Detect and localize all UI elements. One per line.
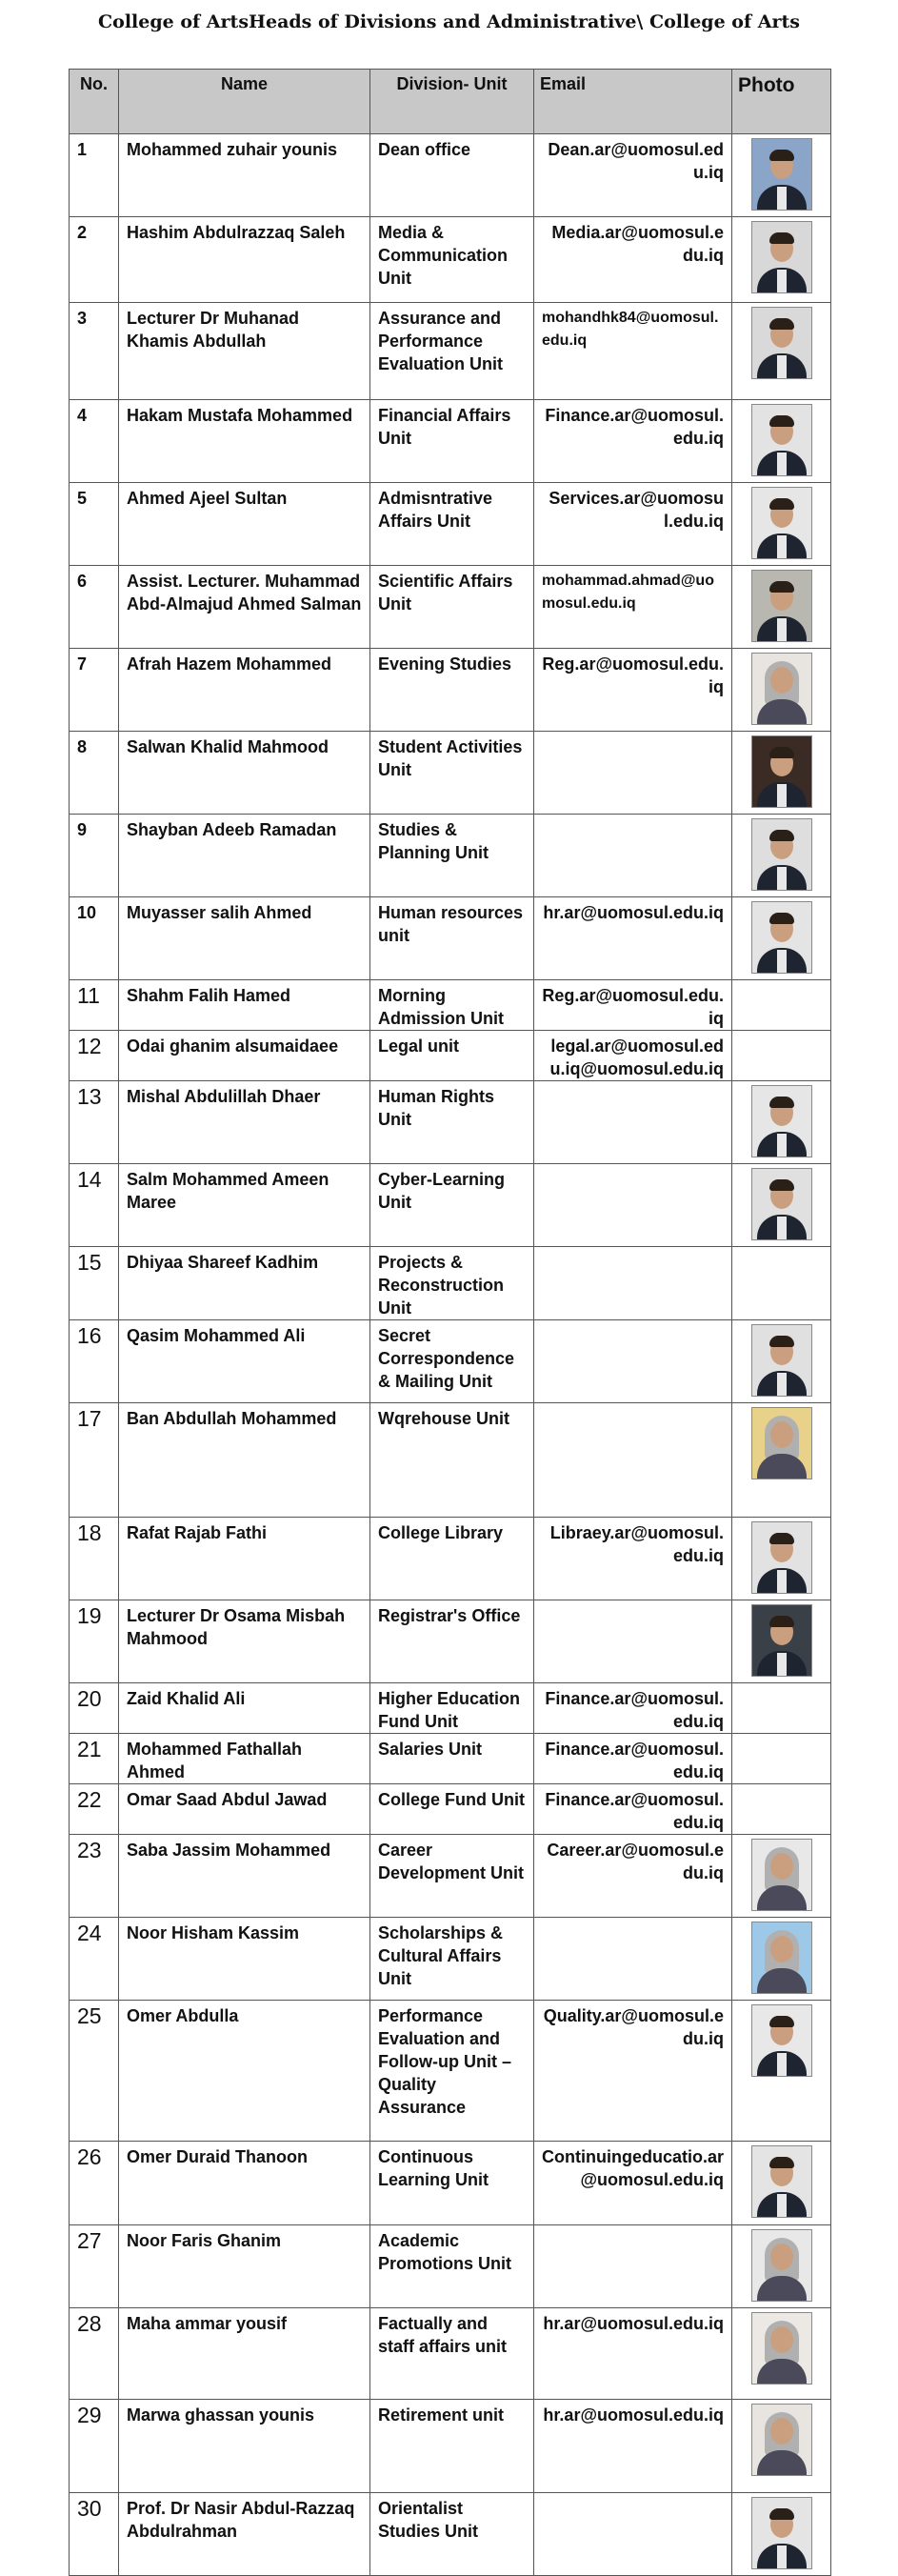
staff-name: Shahm Falih Hamed xyxy=(119,980,370,1031)
table-row xyxy=(70,649,831,732)
photo-cell xyxy=(732,2142,831,2225)
table-row xyxy=(70,2493,831,2576)
table-row xyxy=(70,1734,831,1784)
row-number: 15 xyxy=(70,1247,119,1320)
email-address: Reg.ar@uomosul.edu.iq xyxy=(534,649,732,732)
staff-name: Mohammed Fathallah Ahmed xyxy=(119,1734,370,1784)
row-number: 28 xyxy=(70,2308,119,2400)
row-number: 3 xyxy=(70,303,119,400)
portrait-photo xyxy=(751,818,812,891)
table-row xyxy=(70,1031,831,1081)
staff-name: Muyasser salih Ahmed xyxy=(119,897,370,980)
email-address xyxy=(534,815,732,897)
table-row xyxy=(70,217,831,303)
table-row xyxy=(70,815,831,897)
photo-cell xyxy=(732,649,831,732)
table-row xyxy=(70,134,831,217)
portrait-photo xyxy=(751,2404,812,2476)
portrait-photo xyxy=(751,1604,812,1677)
row-number: 26 xyxy=(70,2142,119,2225)
photo-cell xyxy=(732,1164,831,1247)
table-row xyxy=(70,2400,831,2493)
table-row xyxy=(70,1403,831,1518)
division-unit: Human Rights Unit xyxy=(370,1081,534,1164)
row-number: 27 xyxy=(70,2225,119,2308)
staff-name: Saba Jassim Mohammed xyxy=(119,1835,370,1918)
photo-cell xyxy=(732,980,831,1031)
division-unit: Financial Affairs Unit xyxy=(370,400,534,483)
email-address: Dean.ar@uomosul.edu.iq xyxy=(534,134,732,217)
division-unit: Performance Evaluation and Follow-up Unit – Quality Assurance xyxy=(370,2001,534,2142)
staff-name: Afrah Hazem Mohammed xyxy=(119,649,370,732)
row-number: 9 xyxy=(70,815,119,897)
email-address: Services.ar@uomosul.edu.iq xyxy=(534,483,732,566)
portrait-photo xyxy=(751,653,812,725)
table-row xyxy=(70,2225,831,2308)
table-row xyxy=(70,303,831,400)
table-row xyxy=(70,1918,831,2001)
portrait-photo xyxy=(751,404,812,476)
staff-name: Assist. Lecturer. Muhammad Abd-Almajud Ahmed Salman xyxy=(119,566,370,649)
table-row xyxy=(70,2001,831,2142)
email-address: hr.ar@uomosul.edu.iq xyxy=(534,2400,732,2493)
photo-cell xyxy=(732,483,831,566)
table-row xyxy=(70,1320,831,1403)
table-row xyxy=(70,1081,831,1164)
portrait-photo xyxy=(751,1839,812,1911)
staff-name: Salwan Khalid Mahmood xyxy=(119,732,370,815)
portrait-photo xyxy=(751,307,812,379)
row-number: 6 xyxy=(70,566,119,649)
row-number: 20 xyxy=(70,1683,119,1734)
portrait-photo xyxy=(751,221,812,293)
row-number: 10 xyxy=(70,897,119,980)
division-unit: Student Activities Unit xyxy=(370,732,534,815)
header-no: No. xyxy=(70,70,119,134)
staff-name: Odai ghanim alsumaidaee xyxy=(119,1031,370,1081)
photo-cell xyxy=(732,566,831,649)
row-number: 14 xyxy=(70,1164,119,1247)
portrait-photo xyxy=(751,2312,812,2385)
row-number: 13 xyxy=(70,1081,119,1164)
table-row xyxy=(70,2308,831,2400)
division-unit: Registrar's Office xyxy=(370,1600,534,1683)
staff-name: Hakam Mustafa Mohammed xyxy=(119,400,370,483)
division-unit: Secret Correspondence & Mailing Unit xyxy=(370,1320,534,1403)
staff-name: Mishal Abdulillah Dhaer xyxy=(119,1081,370,1164)
staff-name: Prof. Dr Nasir Abdul-Razzaq Abdulrahman xyxy=(119,2493,370,2576)
portrait-photo xyxy=(751,138,812,211)
table-row xyxy=(70,2142,831,2225)
row-number: 23 xyxy=(70,1835,119,1918)
header-email: Email xyxy=(534,70,732,134)
photo-cell xyxy=(732,2001,831,2142)
photo-cell xyxy=(732,1081,831,1164)
email-address: Career.ar@uomosul.edu.iq xyxy=(534,1835,732,1918)
portrait-photo xyxy=(751,1085,812,1157)
division-unit: Assurance and Performance Evaluation Unit xyxy=(370,303,534,400)
header-division: Division- Unit xyxy=(370,70,534,134)
division-unit: Orientalist Studies Unit xyxy=(370,2493,534,2576)
email-address xyxy=(534,1164,732,1247)
division-unit: Wqrehouse Unit xyxy=(370,1403,534,1518)
portrait-photo xyxy=(751,487,812,559)
division-unit: Higher Education Fund Unit xyxy=(370,1683,534,1734)
division-unit: Dean office xyxy=(370,134,534,217)
table-row xyxy=(70,1784,831,1835)
email-address xyxy=(534,1918,732,2001)
header-name: Name xyxy=(119,70,370,134)
portrait-photo xyxy=(751,1168,812,1240)
division-unit: Continuous Learning Unit xyxy=(370,2142,534,2225)
header-photo: Photo xyxy=(732,70,831,134)
division-unit: Admisntrative Affairs Unit xyxy=(370,483,534,566)
email-address: Finance.ar@uomosul.edu.iq xyxy=(534,1784,732,1835)
photo-cell xyxy=(732,2400,831,2493)
email-address: hr.ar@uomosul.edu.iq xyxy=(534,897,732,980)
photo-cell xyxy=(732,1918,831,2001)
email-address: Media.ar@uomosul.edu.iq xyxy=(534,217,732,303)
division-unit: Projects & Reconstruction Unit xyxy=(370,1247,534,1320)
division-unit: Career Development Unit xyxy=(370,1835,534,1918)
photo-cell xyxy=(732,897,831,980)
division-unit: College Library xyxy=(370,1518,534,1600)
row-number: 1 xyxy=(70,134,119,217)
email-address: Finance.ar@uomosul.edu.iq xyxy=(534,1683,732,1734)
row-number: 2 xyxy=(70,217,119,303)
email-address: hr.ar@uomosul.edu.iq xyxy=(534,2308,732,2400)
staff-name: Omer Abdulla xyxy=(119,2001,370,2142)
staff-name: Mohammed zuhair younis xyxy=(119,134,370,217)
photo-cell xyxy=(732,1734,831,1784)
table-row xyxy=(70,1600,831,1683)
email-address xyxy=(534,1600,732,1683)
division-unit: Scholarships & Cultural Affairs Unit xyxy=(370,1918,534,2001)
division-unit: College Fund Unit xyxy=(370,1784,534,1835)
photo-cell xyxy=(732,2225,831,2308)
email-address: Finance.ar@uomosul.edu.iq xyxy=(534,400,732,483)
portrait-photo xyxy=(751,1407,812,1479)
email-address xyxy=(534,1320,732,1403)
table-row xyxy=(70,1835,831,1918)
division-unit: Academic Promotions Unit xyxy=(370,2225,534,2308)
photo-cell xyxy=(732,1835,831,1918)
email-address xyxy=(534,2225,732,2308)
portrait-photo xyxy=(751,735,812,808)
portrait-photo xyxy=(751,2145,812,2218)
portrait-photo xyxy=(751,2004,812,2077)
division-unit: Factually and staff affairs unit xyxy=(370,2308,534,2400)
photo-cell xyxy=(732,400,831,483)
photo-cell xyxy=(732,1683,831,1734)
photo-cell xyxy=(732,732,831,815)
staff-name: Noor Hisham Kassim xyxy=(119,1918,370,2001)
staff-name: Hashim Abdulrazzaq Saleh xyxy=(119,217,370,303)
division-unit: Cyber-Learning Unit xyxy=(370,1164,534,1247)
table-row xyxy=(70,483,831,566)
staff-name: Maha ammar yousif xyxy=(119,2308,370,2400)
table-row xyxy=(70,897,831,980)
row-number: 16 xyxy=(70,1320,119,1403)
table-row xyxy=(70,1683,831,1734)
staff-name: Ahmed Ajeel Sultan xyxy=(119,483,370,566)
table-row xyxy=(70,1518,831,1600)
email-address: Continuingeducatio.ar@uomosul.edu.iq xyxy=(534,2142,732,2225)
photo-cell xyxy=(732,2308,831,2400)
row-number: 25 xyxy=(70,2001,119,2142)
portrait-photo xyxy=(751,570,812,642)
portrait-photo xyxy=(751,2229,812,2302)
table-row xyxy=(70,400,831,483)
photo-cell xyxy=(732,1247,831,1320)
portrait-photo xyxy=(751,901,812,974)
row-number: 12 xyxy=(70,1031,119,1081)
email-address: legal.ar@uomosul.edu.iq@uomosul.edu.iq xyxy=(534,1031,732,1081)
division-unit: Studies & Planning Unit xyxy=(370,815,534,897)
staff-name: Lecturer Dr Muhanad Khamis Abdullah xyxy=(119,303,370,400)
portrait-photo xyxy=(751,1922,812,1994)
email-address: Finance.ar@uomosul.edu.iq xyxy=(534,1734,732,1784)
staff-name: Omer Duraid Thanoon xyxy=(119,2142,370,2225)
row-number: 21 xyxy=(70,1734,119,1784)
row-number: 4 xyxy=(70,400,119,483)
row-number: 7 xyxy=(70,649,119,732)
row-number: 11 xyxy=(70,980,119,1031)
portrait-photo xyxy=(751,1324,812,1397)
table-row xyxy=(70,1247,831,1320)
table-header-row xyxy=(70,70,831,134)
row-number: 29 xyxy=(70,2400,119,2493)
email-address xyxy=(534,1403,732,1518)
photo-cell xyxy=(732,1600,831,1683)
staff-name: Zaid Khalid Ali xyxy=(119,1683,370,1734)
division-unit: Salaries Unit xyxy=(370,1734,534,1784)
photo-cell xyxy=(732,1518,831,1600)
row-number: 19 xyxy=(70,1600,119,1683)
photo-cell xyxy=(732,2493,831,2576)
email-address: Quality.ar@uomosul.edu.iq xyxy=(534,2001,732,2142)
email-address: Reg.ar@uomosul.edu.iq xyxy=(534,980,732,1031)
email-address: mohandhk84@uomosul.edu.iq xyxy=(534,303,732,400)
division-unit: Legal unit xyxy=(370,1031,534,1081)
staff-name: Shayban Adeeb Ramadan xyxy=(119,815,370,897)
email-address xyxy=(534,1081,732,1164)
portrait-photo xyxy=(751,1521,812,1594)
row-number: 8 xyxy=(70,732,119,815)
email-address xyxy=(534,2493,732,2576)
table-row xyxy=(70,1164,831,1247)
email-address: Libraey.ar@uomosul.edu.iq xyxy=(534,1518,732,1600)
email-address xyxy=(534,1247,732,1320)
row-number: 18 xyxy=(70,1518,119,1600)
staff-name: Lecturer Dr Osama Misbah Mahmood xyxy=(119,1600,370,1683)
staff-name: Salm Mohammed Ameen Maree xyxy=(119,1164,370,1247)
staff-name: Noor Faris Ghanim xyxy=(119,2225,370,2308)
staff-name: Omar Saad Abdul Jawad xyxy=(119,1784,370,1835)
staff-name: Rafat Rajab Fathi xyxy=(119,1518,370,1600)
table-row xyxy=(70,732,831,815)
photo-cell xyxy=(732,303,831,400)
division-unit: Media & Communication Unit xyxy=(370,217,534,303)
email-address: mohammad.ahmad@uomosul.edu.iq xyxy=(534,566,732,649)
table-row xyxy=(70,566,831,649)
row-number: 22 xyxy=(70,1784,119,1835)
photo-cell xyxy=(732,815,831,897)
staff-name: Marwa ghassan younis xyxy=(119,2400,370,2493)
row-number: 24 xyxy=(70,1918,119,2001)
division-unit: Morning Admission Unit xyxy=(370,980,534,1031)
photo-cell xyxy=(732,1403,831,1518)
row-number: 30 xyxy=(70,2493,119,2576)
table-row xyxy=(70,980,831,1031)
staff-name: Ban Abdullah Mohammed xyxy=(119,1403,370,1518)
photo-cell xyxy=(732,217,831,303)
row-number: 17 xyxy=(70,1403,119,1518)
division-unit: Evening Studies xyxy=(370,649,534,732)
photo-cell xyxy=(732,1320,831,1403)
photo-cell xyxy=(732,1784,831,1835)
photo-cell xyxy=(732,1031,831,1081)
portrait-photo xyxy=(751,2497,812,2569)
page-title: College of ArtsHeads of Divisions and Administrative\ College of Arts xyxy=(98,11,800,32)
email-address xyxy=(534,732,732,815)
staff-table xyxy=(69,69,831,2576)
division-unit: Scientific Affairs Unit xyxy=(370,566,534,649)
photo-cell xyxy=(732,134,831,217)
row-number: 5 xyxy=(70,483,119,566)
staff-name: Dhiyaa Shareef Kadhim xyxy=(119,1247,370,1320)
division-unit: Retirement unit xyxy=(370,2400,534,2493)
staff-name: Qasim Mohammed Ali xyxy=(119,1320,370,1403)
division-unit: Human resources unit xyxy=(370,897,534,980)
